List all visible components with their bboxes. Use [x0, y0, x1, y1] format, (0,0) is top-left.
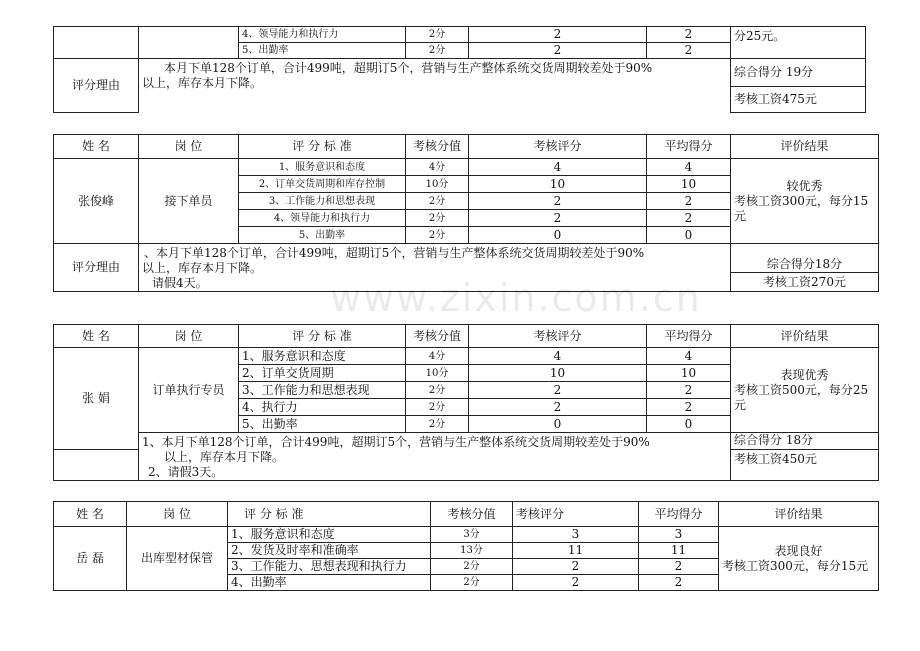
total-score: 综合得分 18分	[731, 433, 879, 450]
reason-line: 、本月下单128个订单，合计499吨，超期订5个，营销与生产整体系统交货周期较差处于90%	[144, 246, 645, 260]
score: 4	[469, 159, 647, 176]
result-text: 考核工资500元，每分25元	[734, 382, 869, 412]
criterion: 1、服务意识和态度	[239, 159, 406, 176]
person-name: 张 娟	[54, 348, 139, 450]
header-score: 考核评分	[469, 325, 647, 348]
grade: 较优秀	[786, 178, 823, 193]
header-max: 考核分值	[406, 325, 469, 348]
result-cell	[731, 159, 879, 244]
avg-score: 2	[647, 43, 731, 59]
header-avg: 平均得分	[647, 135, 731, 159]
total-score: 综合得分18分	[731, 244, 879, 273]
avg-score: 3	[639, 527, 719, 543]
criterion: 5、出勤率	[239, 227, 406, 244]
person-post: 订单执行专员	[139, 348, 239, 433]
score: 2	[469, 382, 647, 399]
score: 11	[513, 543, 639, 559]
max-score: 2分	[406, 399, 469, 416]
person-name: 张俊峰	[54, 159, 139, 244]
header-result: 评价结果	[731, 135, 879, 159]
criterion: 3、工作能力和思想表现	[239, 382, 406, 399]
criterion: 3、工作能力和思想表现	[239, 193, 406, 210]
avg-score: 2	[647, 210, 731, 227]
avg-score: 4	[647, 348, 731, 365]
score: 2	[513, 575, 639, 591]
reason-text	[139, 59, 731, 113]
reason-text	[139, 433, 731, 481]
header-name: 姓 名	[54, 135, 139, 159]
reason-line: 2、请假3天。	[148, 465, 224, 479]
max-score: 2分	[406, 193, 469, 210]
avg-score: 10	[647, 176, 731, 193]
eval-table-zhang-junfeng	[53, 134, 879, 292]
header-post: 岗 位	[127, 502, 228, 527]
criterion: 4、出勤率	[228, 575, 431, 591]
total-score: 综合得分 19分	[731, 59, 866, 87]
score: 2	[469, 399, 647, 416]
max-score: 10分	[406, 365, 469, 382]
score: 2	[469, 27, 647, 43]
result-cell	[719, 527, 879, 591]
criterion: 5、出勤率	[239, 416, 406, 433]
result-cell: 分25元。	[731, 27, 866, 59]
max-score: 2分	[406, 382, 469, 399]
max-score: 2分	[406, 227, 469, 244]
reason-label: 评分理由	[54, 59, 139, 113]
criterion: 1、服务意识和态度	[228, 527, 431, 543]
avg-score: 10	[647, 365, 731, 382]
max-score: 4分	[406, 159, 469, 176]
max-score: 2分	[406, 27, 469, 43]
criterion: 2、订单交货周期	[239, 365, 406, 382]
criterion: 3、工作能力、思想表现和执行力	[228, 559, 431, 575]
person-post: 出库型材保管	[127, 527, 228, 591]
avg-score: 11	[639, 543, 719, 559]
criterion: 2、订单交货周期和库存控制	[239, 176, 406, 193]
criterion: 4、领导能力和执行力	[239, 27, 406, 43]
avg-score: 2	[639, 559, 719, 575]
score: 10	[469, 176, 647, 193]
salary: 考核工资270元	[731, 273, 879, 292]
avg-score: 2	[647, 27, 731, 43]
eval-table-zhang-juan	[53, 324, 879, 481]
max-score: 13分	[431, 543, 513, 559]
salary: 考核工资475元	[731, 87, 866, 113]
post-cell	[139, 27, 239, 59]
person-post: 接下单员	[139, 159, 239, 244]
max-score: 2分	[406, 416, 469, 433]
criterion: 4、领导能力和执行力	[239, 210, 406, 227]
watermark: www.zixin.com.cn	[330, 276, 702, 320]
reason-line: 请假4天。	[152, 276, 208, 290]
header-criteria: 评 分 标 准	[239, 135, 406, 159]
criterion: 4、执行力	[239, 399, 406, 416]
eval-table-yue-lei	[53, 501, 879, 591]
reason-line: 以上，库存本月下降。	[164, 450, 285, 464]
avg-score: 2	[647, 193, 731, 210]
grade: 表现良好	[774, 543, 823, 558]
reason-line: 以上，库存本月下降。	[142, 261, 263, 275]
eval-table-continued	[53, 26, 866, 113]
criterion: 2、发货及时率和准确率	[228, 543, 431, 559]
avg-score: 0	[647, 227, 731, 244]
score: 2	[513, 559, 639, 575]
score: 2	[469, 43, 647, 59]
score: 10	[469, 365, 647, 382]
reason-label: 评分理由	[54, 244, 139, 292]
criterion: 1、服务意识和态度	[239, 348, 406, 365]
header-score: 考核评分	[469, 135, 647, 159]
score: 2	[469, 193, 647, 210]
result-text: 考核工资300元，每分15元	[734, 193, 869, 223]
avg-score: 2	[647, 382, 731, 399]
avg-score: 2	[647, 399, 731, 416]
avg-score: 0	[647, 416, 731, 433]
max-score: 2分	[406, 210, 469, 227]
header-post: 岗 位	[139, 135, 239, 159]
max-score: 10分	[406, 176, 469, 193]
salary: 考核工资450元	[731, 449, 879, 480]
person-name: 岳 磊	[54, 527, 127, 591]
avg-score: 4	[647, 159, 731, 176]
header-score: 考核评分	[513, 502, 639, 527]
header-max: 考核分值	[406, 135, 469, 159]
score: 4	[469, 348, 647, 365]
score: 0	[469, 227, 647, 244]
header-result: 评价结果	[719, 502, 879, 527]
header-criteria: 评 分 标 准	[239, 325, 406, 348]
header-max: 考核分值	[431, 502, 513, 527]
header-avg: 平均得分	[647, 325, 731, 348]
grade: 表现优秀	[780, 367, 829, 382]
header-avg: 平均得分	[639, 502, 719, 527]
avg-score: 2	[639, 575, 719, 591]
score: 0	[469, 416, 647, 433]
reason-line: 以上，库存本月下降。	[142, 76, 263, 90]
max-score: 2分	[431, 575, 513, 591]
max-score: 2分	[406, 43, 469, 59]
header-result: 评价结果	[731, 325, 879, 348]
score: 2	[469, 210, 647, 227]
header-name: 姓 名	[54, 502, 127, 527]
header-post: 岗 位	[139, 325, 239, 348]
header-name: 姓 名	[54, 325, 139, 348]
max-score: 3分	[431, 527, 513, 543]
max-score: 2分	[431, 559, 513, 575]
score: 3	[513, 527, 639, 543]
header-criteria: 评 分 标 准	[228, 502, 431, 527]
result-text: 考核工资300元，每分15元	[722, 558, 869, 573]
reason-line: 本月下单128个订单，合计499吨，超期订5个，营销与生产整体系统交货周期较差处于90%	[164, 61, 653, 75]
result-cell	[731, 348, 879, 433]
reason-line: 1、本月下单128个订单，合计499吨，超期订5个，营销与生产整体系统交货周期较差处于90%	[142, 435, 650, 449]
criterion: 5、出勤率	[239, 43, 406, 59]
name-cell	[54, 27, 139, 59]
max-score: 4分	[406, 348, 469, 365]
